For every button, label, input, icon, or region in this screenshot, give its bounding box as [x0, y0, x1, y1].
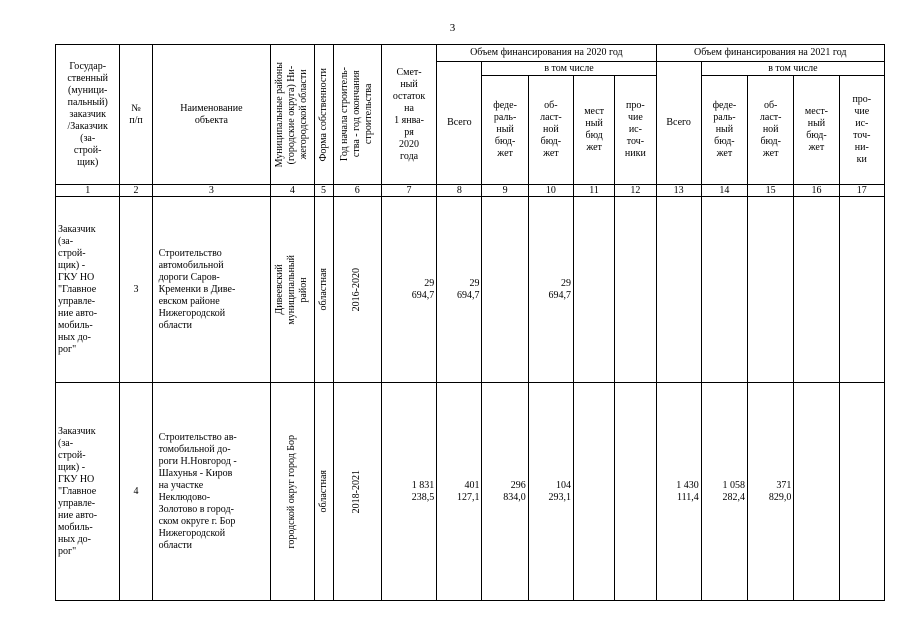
- header-total-2020: Всего: [437, 62, 482, 185]
- header-local-2021: мест- ный бюд- жет: [794, 76, 839, 185]
- column-number: 4: [271, 185, 314, 197]
- row-num: 3: [120, 197, 152, 383]
- row-district-cell: [271, 383, 314, 601]
- row-regional-2020: 29 694,7: [528, 197, 573, 383]
- column-number: 1: [56, 185, 120, 197]
- header-funding-2020: Объем финансирования на 2020 год: [437, 45, 656, 62]
- row-object: Строительство автомобильной дороги Саров- Кременки в Диве- евском районе Нижегородской области: [152, 197, 271, 383]
- row-district: Дивеевский муниципальный район: [274, 254, 310, 325]
- header-customer: Государ- ственный (муници- пальный) заказчик /Заказчик (за- строй- щик): [56, 45, 120, 185]
- row-ownership-cell: [314, 197, 333, 383]
- row-district-cell: [271, 197, 314, 383]
- page-number: 3: [449, 22, 456, 34]
- row-other-2020: [615, 197, 656, 383]
- column-number: 12: [615, 185, 656, 197]
- header-federal-2020: феде- раль- ный бюд- жет: [482, 76, 528, 185]
- row-customer: Заказчик (за- строй- щик) - ГКУ НО "Главное управле- ние авто- мобиль- ных до- рог": [56, 383, 120, 601]
- row-object: Строительство ав- томобильной до- роги Н.Новгород - Шахунья - Киров на участке Неклюдово- Золотово в город- ском округе г. Бор Нижегородской области: [152, 383, 271, 601]
- row-other-2021: [839, 197, 884, 383]
- column-number: 8: [437, 185, 482, 197]
- row-federal-2021: 1 058 282,4: [701, 383, 747, 601]
- row-years-cell: [333, 383, 381, 601]
- header-ownership-cell: [314, 45, 333, 185]
- column-number: 16: [794, 185, 839, 197]
- column-numbers-row: [56, 185, 885, 197]
- header-years: Год начала строитель- ства - год окончания строительства: [339, 67, 375, 162]
- row-federal-2020: 296 834,0: [482, 383, 528, 601]
- column-number: 15: [748, 185, 794, 197]
- row-remaining: 29 694,7: [381, 197, 436, 383]
- row-local-2021: [794, 383, 839, 601]
- header-including-2021: в том числе: [701, 62, 884, 76]
- column-number: 10: [528, 185, 573, 197]
- column-number: 7: [381, 185, 436, 197]
- header-remaining: Смет- ный остаток на 1 янва- ря 2020 года: [381, 45, 436, 185]
- column-number: 14: [701, 185, 747, 197]
- header-district: Муниципальные районы (городские округа) Ни- жегородской области: [274, 61, 310, 168]
- header-other-2020: про- чие ис- точ- ники: [615, 76, 656, 185]
- row-remaining: 1 831 238,5: [381, 383, 436, 601]
- row-federal-2020: [482, 197, 528, 383]
- row-total-2020: 401 127,1: [437, 383, 482, 601]
- row-ownership: областная: [317, 268, 329, 311]
- header-including-2020: в том числе: [482, 62, 656, 76]
- column-number: 9: [482, 185, 528, 197]
- column-number: 11: [574, 185, 615, 197]
- row-regional-2020: 104 293,1: [528, 383, 573, 601]
- header-num: № п/п: [120, 45, 152, 185]
- funding-table: [55, 44, 885, 601]
- table-row: [56, 383, 885, 601]
- header-regional-2021: об- ласт- ной бюд- жет: [748, 76, 794, 185]
- header-federal-2021: феде- раль- ный бюд- жет: [701, 76, 747, 185]
- header-local-2020: мест ный бюд жет: [574, 76, 615, 185]
- header-regional-2020: об- ласт- ной бюд- жет: [528, 76, 573, 185]
- row-num: 4: [120, 383, 152, 601]
- row-total-2021: 1 430 111,4: [656, 383, 701, 601]
- header-object-name: Наименование объекта: [152, 45, 271, 185]
- row-ownership-cell: [314, 383, 333, 601]
- column-number: 6: [333, 185, 381, 197]
- column-number: 2: [120, 185, 152, 197]
- column-number: 5: [314, 185, 333, 197]
- row-ownership: областная: [317, 470, 329, 513]
- header-other-2021: про- чие ис- точ- ни- ки: [839, 76, 884, 185]
- row-local-2021: [794, 197, 839, 383]
- row-federal-2021: [701, 197, 747, 383]
- row-total-2020: 29 694,7: [437, 197, 482, 383]
- row-local-2020: [574, 197, 615, 383]
- row-local-2020: [574, 383, 615, 601]
- header-total-2021: Всего: [656, 62, 701, 185]
- row-other-2020: [615, 383, 656, 601]
- header-years-cell: [333, 45, 381, 185]
- column-number: 17: [839, 185, 884, 197]
- row-other-2021: [839, 383, 884, 601]
- header-row-1: [56, 45, 885, 62]
- column-number: 3: [152, 185, 271, 197]
- row-regional-2021: [748, 197, 794, 383]
- header-ownership: Форма собственности: [317, 67, 329, 162]
- header-district-cell: [271, 45, 314, 185]
- row-regional-2021: 371 829,0: [748, 383, 794, 601]
- row-years: 2016-2020: [351, 267, 363, 312]
- table-row: [56, 197, 885, 383]
- row-total-2021: [656, 197, 701, 383]
- row-years: 2018-2021: [351, 469, 363, 514]
- row-district: городской округ город Бор: [286, 434, 298, 549]
- row-customer: Заказчик (за- строй- щик) - ГКУ НО "Главное управле- ние авто- мобиль- ных до- рог": [56, 197, 120, 383]
- header-funding-2021: Объем финансирования на 2021 год: [656, 45, 884, 62]
- row-years-cell: [333, 197, 381, 383]
- column-number: 13: [656, 185, 701, 197]
